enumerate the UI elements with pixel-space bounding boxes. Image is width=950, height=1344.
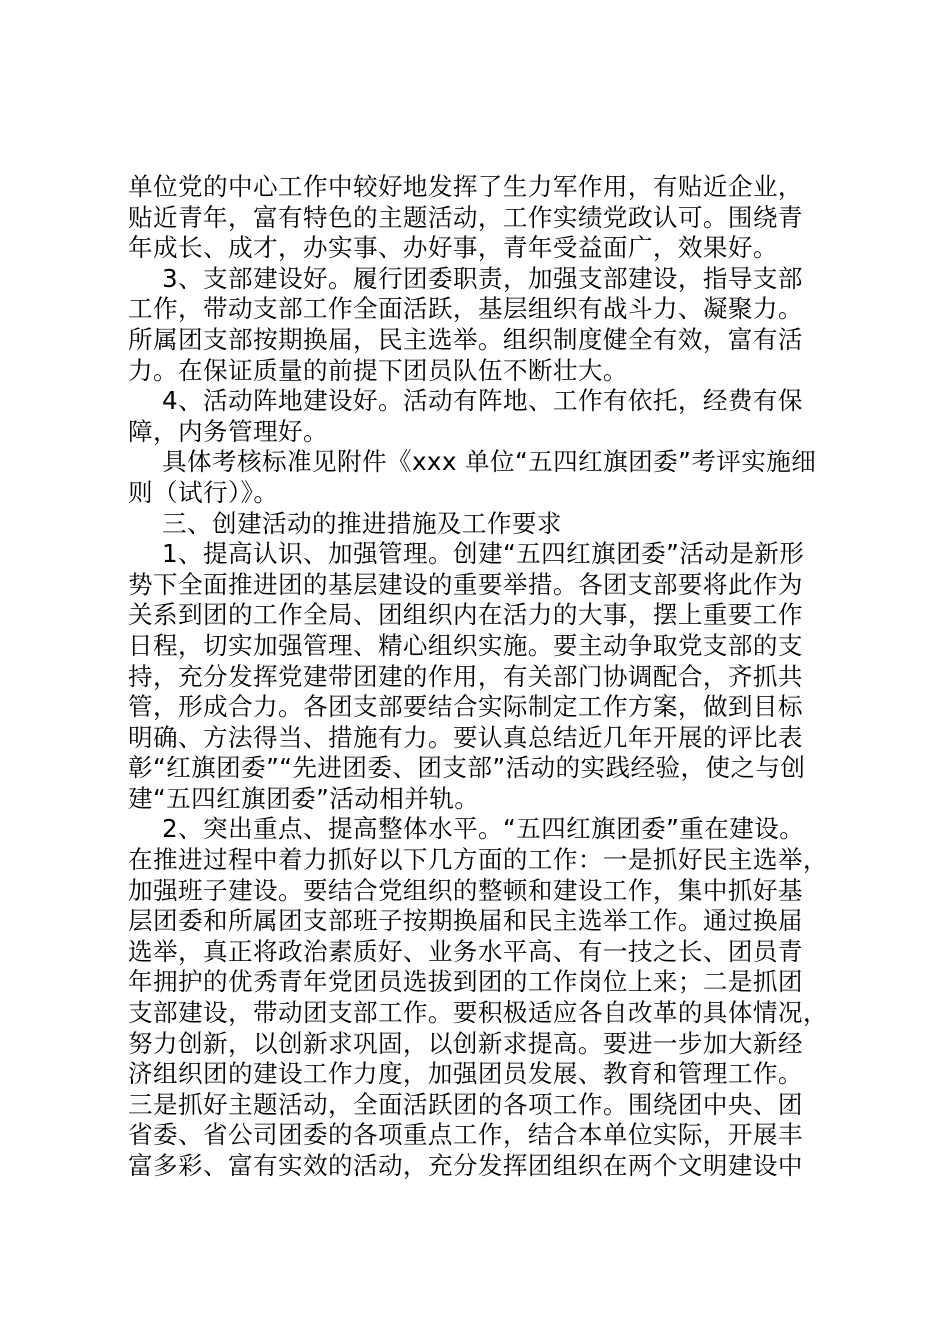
text-line: 则（试行）》。: [128, 477, 279, 507]
text-line: 省委、省公司团委的各项重点工作，结合本单位实际，开展丰: [128, 1120, 803, 1150]
text-line: 2、突出重点、提高整体水平。“五四红旗团委”重在建设。: [162, 814, 805, 844]
text-line: 所属团支部按期换届，民主选举。组织制度健全有效，富有活: [128, 324, 803, 354]
text-line: 势下全面推进团的基层建设的重要举措。各团支部要将此作为: [128, 569, 803, 599]
text-line: 单位党的中心工作中较好地发挥了生力军作用，有贴近企业，: [128, 172, 803, 201]
text-line: 济组织团的建设工作力度，加强团员发展、教育和管理工作。: [128, 1059, 803, 1089]
text-line: 工作，带动支部工作全面活跃，基层组织有战斗力、凝聚力。: [128, 294, 803, 324]
text-line: 层团委和所属团支部班子按期换届和民主选举工作。通过换届: [128, 906, 803, 936]
text-line: 努力创新，以创新求巩固，以创新求提高。要进一步加大新经: [128, 1028, 803, 1058]
text-line: 年成长、成才，办实事、办好事，青年受益面广，效果好。: [128, 233, 778, 263]
text-line: 4、活动阵地建设好。活动有阵地、工作有依托，经费有保: [162, 386, 803, 416]
text-line: 加强班子建设。要结合党组织的整顿和建设工作，集中抓好基: [128, 875, 803, 905]
text-line: 障，内务管理好。: [128, 416, 328, 446]
text-line: 1、提高认识、加强管理。创建“五四红旗团委”活动是新形: [162, 539, 805, 569]
text-line: 年拥护的优秀青年党团员选拔到团的工作岗位上来；二是抓团: [128, 967, 803, 997]
text-line: 明确、方法得当、措施有力。要认真总结近几年开展的评比表: [128, 722, 803, 752]
text-line: 建“五四红旗团委”活动相并轨。: [128, 783, 480, 813]
text-line: 力。在保证质量的前提下团员队伍不断壮大。: [128, 355, 628, 385]
body-text: [128, 172, 848, 1182]
text-line: 贴近青年，富有特色的主题活动，工作实绩党政认可。围绕青: [128, 202, 803, 232]
text-line: 日程，切实加强管理、精心组织实施。要主动争取党支部的支: [128, 630, 803, 660]
text-line: 持，充分发挥党建带团建的作用，有关部门协调配合，齐抓共: [128, 661, 803, 691]
text-line: 3、支部建设好。履行团委职责，加强支部建设，指导支部: [162, 263, 803, 293]
text-line: 管，形成合力。各团支部要结合实际制定工作方案，做到目标: [128, 692, 803, 722]
text-line: 三、创建活动的推进措施及工作要求: [162, 508, 562, 538]
text-line: 三是抓好主题活动，全面活跃团的各项工作。围绕团中央、团: [128, 1089, 803, 1119]
text-line: 选举，真正将政治素质好、业务水平高、有一技之长、团员青: [128, 936, 803, 966]
text-line: 关系到团的工作全局、团组织内在活力的大事，摆上重要工作: [128, 600, 803, 630]
text-line: 富多彩、富有实效的活动，充分发挥团组织在两个文明建设中: [128, 1151, 803, 1180]
text-line: 在推进过程中着力抓好以下几方面的工作：一是抓好民主选举，: [128, 845, 828, 875]
text-line: 彰“红旗团委”“先进团委、团支部”活动的实践经验，使之与创: [128, 753, 806, 783]
text-line: 支部建设，带动团支部工作。要积极适应各自改革的具体情况，: [128, 998, 828, 1028]
text-line: 具体考核标准见附件《xxx 单位“五四红旗团委”考评实施细: [162, 447, 817, 477]
